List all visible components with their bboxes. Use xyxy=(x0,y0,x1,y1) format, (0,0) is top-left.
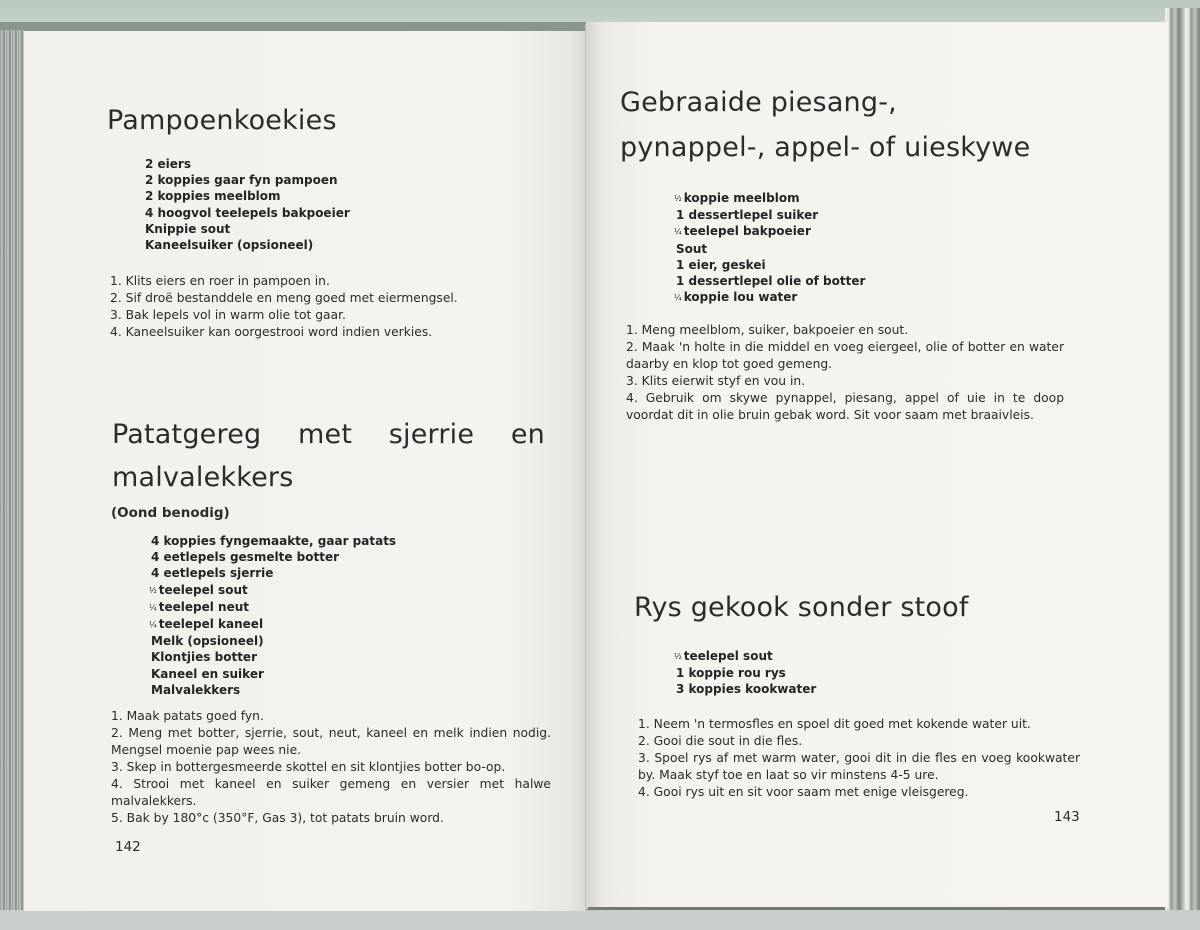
page-number: 143 xyxy=(1054,809,1080,825)
title-line-2: pynappel-, appel- of uieskywe xyxy=(620,132,1031,163)
title-line-1: Patatgereg met sjerrie en xyxy=(112,419,545,450)
recipe-title-patatgereg xyxy=(112,413,545,499)
ingredient-list xyxy=(674,190,865,306)
left-page xyxy=(24,31,586,911)
method-step: 1. Neem 'n termosfles en spoel dit goed met kokende water uit. xyxy=(638,717,1031,731)
ingredient-item: 1 dessertlepel olie of botter xyxy=(676,274,866,289)
ingredient-item: 4 hoogvol teelepels bakpoeier xyxy=(145,205,350,220)
ingredient-item: Kaneel en suiker xyxy=(151,666,264,681)
recipe-title-rys-gekook: Rys gekook sonder stoof xyxy=(634,592,969,623)
ingredient-item: ¼ teelepel kaneel xyxy=(149,617,264,632)
ingredient-item: 3 koppies kookwater xyxy=(676,682,817,697)
ingredient-item: ½ teelepel sout xyxy=(674,649,773,663)
method-step: 2. Sif droë bestanddele en meng goed met eiermengsel. xyxy=(110,291,458,305)
ingredient-item: ½ teelepel sout xyxy=(149,582,248,597)
method-steps xyxy=(626,322,1064,424)
page-stack-edge-right xyxy=(1165,8,1200,910)
title-line-2: malvalekkers xyxy=(112,462,294,493)
method-step: 4. Gooi rys uit en sit voor saam met enige vleisgereg. xyxy=(638,785,969,799)
ingredient-item: 1 dessertlepel suiker xyxy=(676,208,819,223)
ingredient-item: 4 eetlepels sjerrie xyxy=(151,566,274,581)
method-steps xyxy=(110,273,550,341)
page-stack-edge-left xyxy=(0,30,24,910)
ingredient-item: Klontjies botter xyxy=(151,650,257,665)
ingredient-item: Malvalekkers xyxy=(151,682,241,697)
method-step: 2. Gooi die sout in die fles. xyxy=(638,734,803,748)
ingredient-list xyxy=(674,648,816,698)
method-step: 4. Gebruik om skywe pynappel, piesang, appel of uie in te doop voordat dit in olie bruin gebak word. Sit voor saam met braaivleis. xyxy=(626,391,1064,422)
ingredient-item: ¼ teelepel neut xyxy=(149,599,250,614)
ingredient-item: Knippie sout xyxy=(145,221,231,236)
right-page xyxy=(586,22,1168,907)
ingredient-list xyxy=(145,156,350,253)
ingredient-item: 2 koppies gaar fyn pampoen xyxy=(145,173,338,188)
method-step: 2. Maak 'n holte in die middel en voeg eiergeel, olie of botter en water daarby en klop tot goed gemeng. xyxy=(626,340,1064,371)
ingredient-item: ½ koppie meelblom xyxy=(674,191,800,205)
ingredient-item: Melk (opsioneel) xyxy=(151,634,264,649)
method-step: 1. Meng meelblom, suiker, bakpoeier en sout. xyxy=(626,323,909,337)
title-line-1: Gebraaide piesang-, xyxy=(620,87,897,118)
page-number: 142 xyxy=(115,839,141,855)
ingredient-item: 4 eetlepels gesmelte botter xyxy=(151,550,339,565)
ingredient-list xyxy=(149,533,396,698)
ingredient-item: 1 koppie rou rys xyxy=(676,666,786,681)
method-steps xyxy=(638,716,1080,801)
method-step: 4. Strooi met kaneel en suiker gemeng en versier met halwe malvalekkers. xyxy=(111,777,551,808)
method-step: 1. Maak patats goed fyn. xyxy=(111,709,264,723)
method-step: 3. Bak lepels vol in warm olie tot gaar. xyxy=(110,308,346,322)
method-steps xyxy=(111,708,551,827)
ingredient-item: 4 koppies fyngemaakte, gaar patats xyxy=(151,534,397,548)
recipe-subtitle: (Oond benodig) xyxy=(111,505,230,521)
ingredient-item: 2 koppies meelblom xyxy=(145,189,281,204)
method-step: 2. Meng met botter, sjerrie, sout, neut, kaneel en melk indien nodig. Mengsel moenie pap wees nie. xyxy=(111,726,551,757)
method-step: 5. Bak by 180°c (350°F, Gas 3), tot patats bruin word. xyxy=(111,811,444,825)
method-step: 1. Klits eiers en roer in pampoen in. xyxy=(110,274,330,288)
ingredient-item: 1 eier, geskei xyxy=(676,257,766,272)
method-step: 3. Klits eierwit styf en vou in. xyxy=(626,374,806,388)
method-step: 3. Spoel rys af met warm water, gooi dit in die fles en voeg kookwater by. Maak styf toe en laat so vir minstens 4-5 ure. xyxy=(638,751,1080,782)
ingredient-item: 2 eiers xyxy=(145,157,191,171)
recipe-title-pampoenkoekies: Pampoenkoekies xyxy=(107,105,337,136)
ingredient-item: Kaneelsuiker (opsioneel) xyxy=(145,238,314,253)
ingredient-item: Sout xyxy=(676,241,708,256)
ingredient-item: ¼ koppie lou water xyxy=(674,290,798,305)
method-step: 4. Kaneelsuiker kan oorgestrooi word indien verkies. xyxy=(110,325,433,339)
recipe-title-gebraaide-skywe xyxy=(620,80,1030,170)
ingredient-item: ¼ teelepel bakpoeier xyxy=(674,224,811,239)
method-step: 3. Skep in bottergesmeerde skottel en sit klontjies botter bo-op. xyxy=(111,760,506,774)
scanner-background xyxy=(0,910,1200,930)
